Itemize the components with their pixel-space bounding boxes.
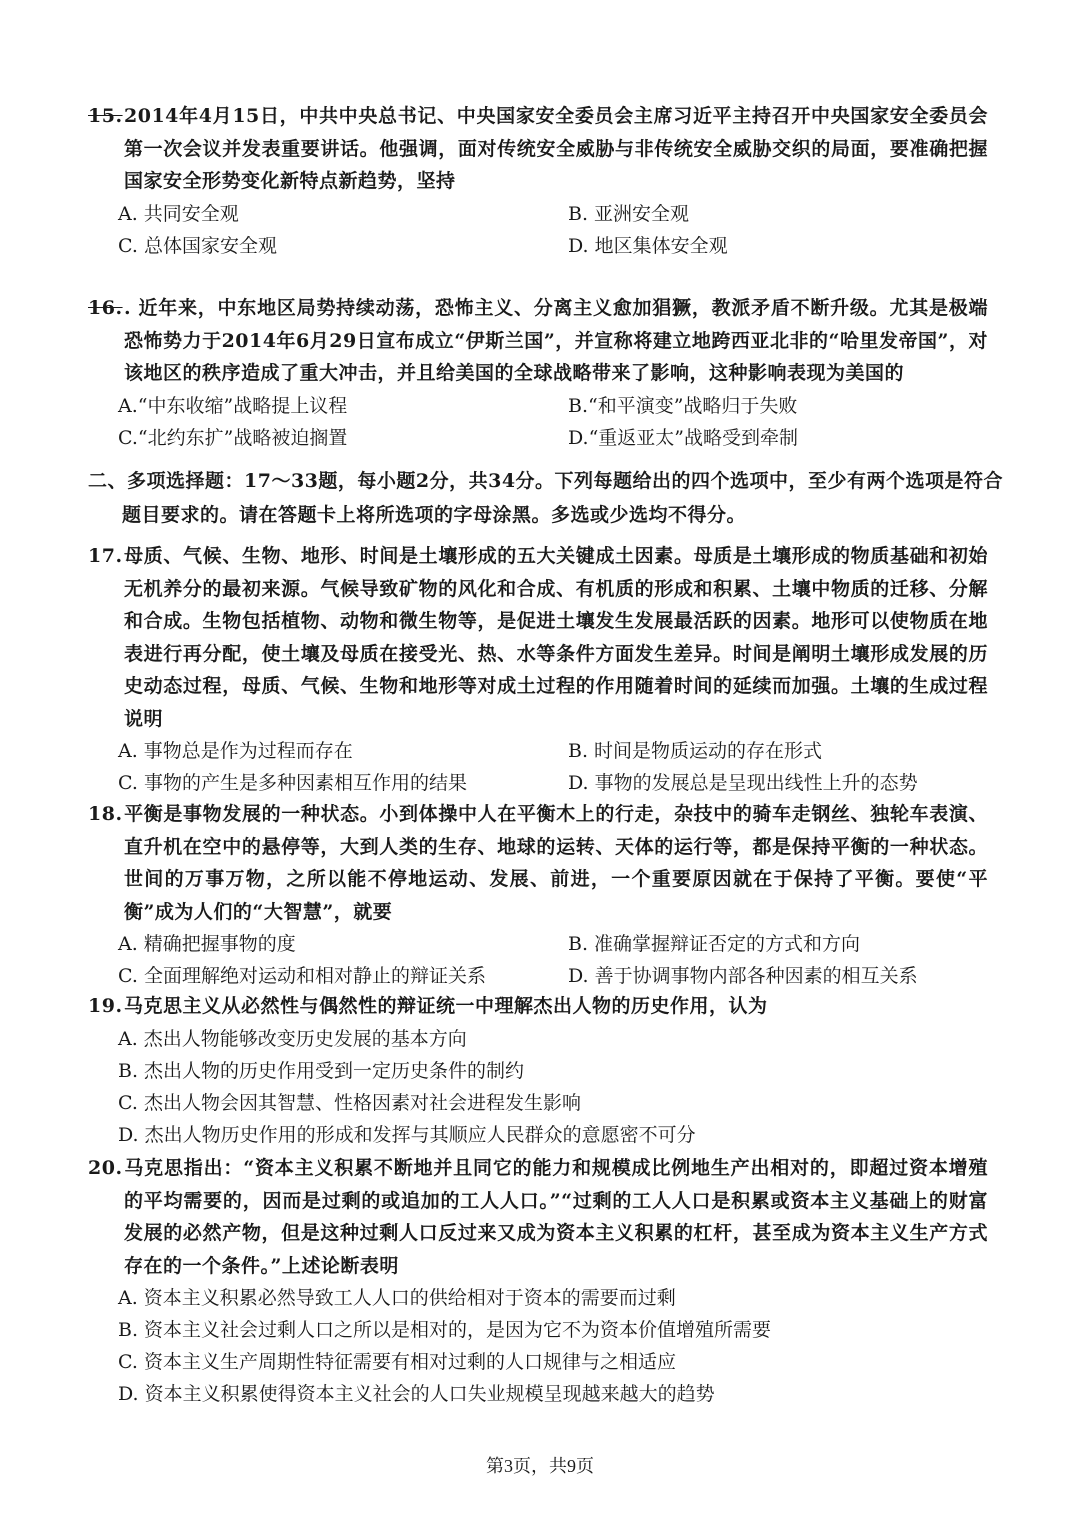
question-text: 母质、气候、生物、地形、时间是土壤形成的五大关键成土因素。母质是土壤形成的物质基础和初始无机养分的最初来源。气候导致矿物的风化和合成、有机质的形成和积累、土壤中物质的迁移、分解和合成。生物包括植物、动物和微生物等，是促进土壤发生发展最活跃的因素。地形可以使物质在地表进行再分配，使土壤及母质在接受光、热、水等条件方面发生差异。时间是阐明土壤形成发展的历史动态过程，母质、气候、生物和地形等对成土过程的作用随着时间的延续而加强。土壤的生成过程说明 — [124, 545, 988, 730]
question-stem — [88, 540, 988, 735]
option-a: A. 事物总是作为过程而存在 — [118, 740, 353, 762]
question-15 — [88, 100, 988, 262]
option-d: D. 资本主义积累使得资本主义社会的人口失业规模呈现越来越大的趋势 — [118, 1383, 715, 1405]
option-d: D.“重返亚太”战略受到牵制 — [568, 426, 799, 449]
question-stem — [88, 798, 988, 928]
question-number: 16. — [88, 297, 123, 319]
question-stem — [88, 990, 988, 1023]
page-footer: 第3页，共9页 — [486, 1456, 594, 1476]
question-18 — [88, 798, 988, 992]
option-c: C. 资本主义生产周期性特征需要有相对过剩的人口规律与之相适应 — [118, 1351, 676, 1373]
question-stem — [88, 100, 988, 198]
question-stem — [88, 1152, 988, 1282]
option-list — [118, 928, 988, 992]
option-c: C. 事物的产生是多种因素相互作用的结果 — [118, 772, 467, 794]
option-c: C. 杰出人物会因其智慧、性格因素对社会进程发生影响 — [118, 1091, 581, 1114]
question-number: 19. — [88, 995, 123, 1017]
option-list — [118, 390, 988, 454]
option-a: A. 精确把握事物的度 — [118, 933, 296, 955]
question-number: 20. — [88, 1157, 123, 1179]
question-text: 平衡是事物发展的一种状态。小到体操中人在平衡木上的行走，杂技中的骑车走钢丝、独轮车表演、直升机在空中的悬停等，大到人类的生存、地球的运转、天体的运行等，都是保持平衡的一种状态。世间的万事万物，之所以能不停地运动、发展、前进，一个重要原因就在于保持了平衡。要使“平衡”成为人们的“大智慧”，就要 — [124, 803, 988, 923]
option-b: B. 杰出人物的历史作用受到一定历史条件的制约 — [118, 1059, 525, 1082]
option-b: B. 亚洲安全观 — [568, 202, 690, 225]
question-19 — [88, 990, 988, 1151]
question-text: 马克思指出：“资本主义积累不断地并且同它的能力和规模成比例地生产出相对的，即超过资本增殖的平均需要的，因而是过剩的或追加的工人人口。”“过剩的工人人口是积累或资本主义基础上的财富发展的必然产物，但是这种过剩人口反过来又成为资本主义积累的杠杆，甚至成为资本主义生产方式存在的一个条件。”上述论断表明 — [124, 1157, 988, 1277]
option-a: A. 杰出人物能够改变历史发展的基本方向 — [118, 1027, 467, 1050]
option-list — [118, 735, 988, 799]
option-b: B. 资本主义社会过剩人口之所以是相对的，是因为它不为资本价值增殖所需要 — [118, 1319, 772, 1341]
option-d: D. 事物的发展总是呈现出线性上升的态势 — [568, 772, 918, 794]
option-a: A. 共同安全观 — [118, 202, 239, 225]
option-a: A. 资本主义积累必然导致工人人口的供给相对于资本的需要而过剩 — [118, 1287, 676, 1309]
option-b: B.“和平演变”战略归于失败 — [568, 394, 798, 417]
question-17 — [88, 540, 988, 799]
question-text: 2014年4月15日，中共中央总书记、中央国家安全委员会主席习近平主持召开中央国家安全委员会第一次会议并发表重要讲话。他强调，面对传统安全威胁与非传统安全威胁交织的局面，要准确把握国家安全形势变化新特点新趋势，坚持 — [124, 105, 988, 192]
question-number: 18. — [88, 803, 123, 825]
question-number: 17. — [88, 545, 123, 567]
option-c: C.“北约东扩”战略被迫搁置 — [118, 426, 348, 449]
option-c: C. 全面理解绝对运动和相对静止的辩证关系 — [118, 965, 486, 987]
option-b: B. 准确掌握辩证否定的方式和方向 — [568, 933, 861, 955]
option-a: A.“中东收缩”战略提上议程 — [118, 394, 348, 417]
option-c: C. 总体国家安全观 — [118, 234, 277, 257]
question-20 — [88, 1152, 988, 1410]
question-number: 15. — [88, 105, 123, 127]
option-d: D. 善于协调事物内部各种因素的相互关系 — [568, 965, 918, 987]
option-list — [118, 198, 988, 262]
question-stem — [88, 292, 988, 390]
section-heading: 二、多项选择题：17～33题，每小题2分，共34分。下列每题给出的四个选项中，至少有两个选项是符合题目要求的。请在答题卡上将所选项的字母涂黑。多选或少选均不得分。 — [88, 470, 1004, 526]
option-list — [118, 1023, 988, 1151]
question-text: 马克思主义从必然性与偶然性的辩证统一中理解杰出人物的历史作用，认为 — [124, 995, 768, 1017]
option-list — [118, 1282, 988, 1410]
option-b: B. 时间是物质运动的存在形式 — [568, 740, 823, 762]
option-d: D. 地区集体安全观 — [568, 234, 728, 257]
question-text: . 近年来，中东地区局势持续动荡，恐怖主义、分离主义愈加猖獗，教派矛盾不断升级。尤其是极端恐怖势力于2014年6月29日宣布成立“伊斯兰国”，并宣称将建立地跨西亚北非的“哈里发帝国”，对该地区的秩序造成了重大冲击，并且给美国的全球战略带来了影响，这种影响表现为美国的 — [124, 297, 988, 384]
option-d: D. 杰出人物历史作用的形成和发挥与其顺应人民群众的意愿密不可分 — [118, 1123, 696, 1146]
question-16 — [88, 292, 988, 454]
